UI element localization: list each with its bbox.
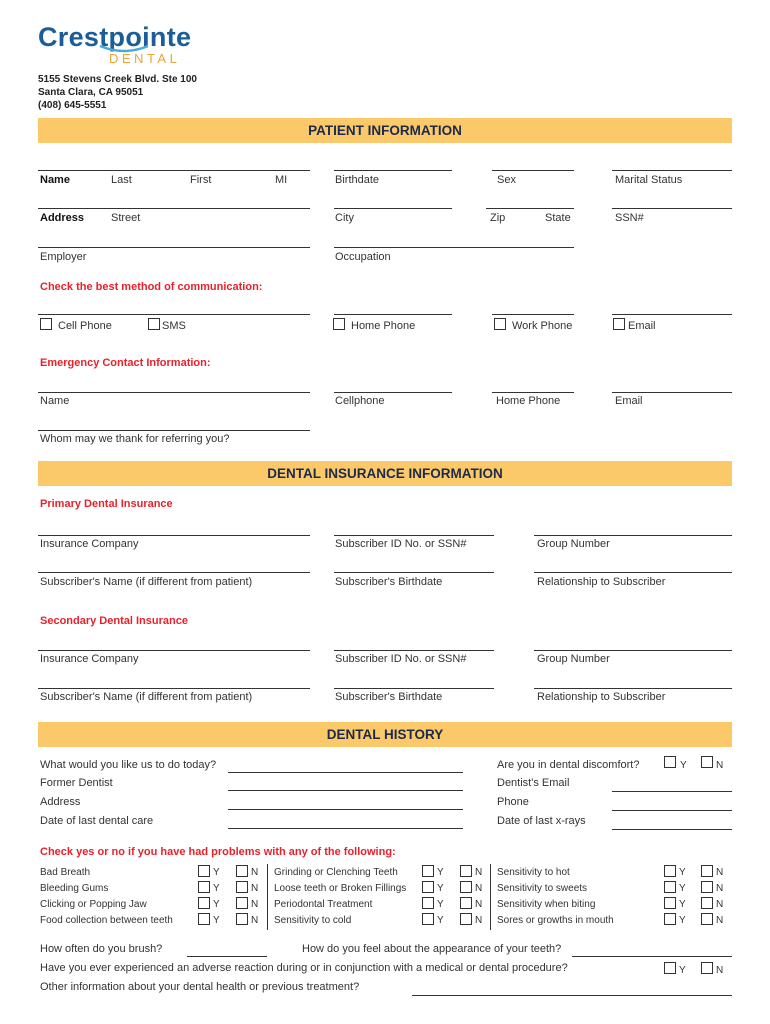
home-phone-label: Home Phone: [351, 320, 416, 332]
problem-clicking-jaw: Clicking or Popping Jaw: [40, 899, 147, 910]
home-phone-checkbox[interactable]: [333, 318, 345, 330]
c1r1-no-checkbox[interactable]: [236, 865, 248, 877]
primary-company-label: Insurance Company: [40, 538, 139, 550]
c3r3-yes-checkbox[interactable]: [664, 897, 676, 909]
c2r2-yes-label: Y: [437, 883, 444, 894]
other-info-label: Other information about your dental health or previous treatment?: [40, 981, 360, 993]
c1r1-yes-checkbox[interactable]: [198, 865, 210, 877]
secondary-subscriber-bd-label: Subscriber's Birthdate: [335, 691, 443, 703]
street-label: Street: [111, 212, 141, 224]
c3r2-no-label: N: [716, 883, 724, 894]
appearance-label: How do you feel about the appearance of your teeth?: [302, 943, 562, 955]
c2r3-no-label: N: [475, 899, 483, 910]
primary-subscriber-id-field[interactable]: [334, 535, 494, 536]
comm-line-4: [612, 314, 732, 315]
email-checkbox[interactable]: [613, 318, 625, 330]
c2r2-yes-checkbox[interactable]: [422, 881, 434, 893]
secondary-relationship-field[interactable]: [534, 688, 732, 689]
c2r4-no-label: N: [475, 915, 483, 926]
c2r4-yes-checkbox[interactable]: [422, 913, 434, 925]
city-label: City: [335, 212, 354, 224]
referral-field[interactable]: [38, 430, 310, 431]
comm-line-3: [492, 314, 574, 315]
other-info-field[interactable]: [412, 995, 732, 996]
secondary-subscriber-name-label: Subscriber's Name (if different from patient): [40, 691, 253, 703]
problem-bad-breath: Bad Breath: [40, 867, 91, 878]
c3r4-yes-checkbox[interactable]: [664, 913, 676, 925]
secondary-subscriber-name-field[interactable]: [38, 688, 310, 689]
secondary-subscriber-id-label: Subscriber ID No. or SSN#: [335, 653, 467, 665]
xrays-field[interactable]: [612, 829, 732, 830]
address-line-1: 5155 Stevens Creek Blvd. Ste 100: [38, 74, 197, 85]
adverse-yes-label: Y: [679, 965, 686, 976]
ssn-field[interactable]: [612, 208, 732, 209]
primary-relationship-field[interactable]: [534, 572, 732, 573]
primary-group-label: Group Number: [537, 538, 610, 550]
cell-phone-label: Cell Phone: [58, 320, 112, 332]
appearance-field[interactable]: [572, 956, 732, 957]
logo-smile-icon: [98, 44, 150, 54]
c1r3-yes-checkbox[interactable]: [198, 897, 210, 909]
history-address-label: Address: [40, 796, 81, 808]
emergency-email-field[interactable]: [612, 392, 732, 393]
employer-field[interactable]: [38, 247, 310, 248]
marital-status-field[interactable]: [612, 170, 732, 171]
section-title-insurance: DENTAL INSURANCE INFORMATION: [267, 466, 503, 481]
c1r4-yes-label: Y: [213, 915, 220, 926]
c3r1-yes-label: Y: [679, 867, 686, 878]
problem-bleeding-gums: Bleeding Gums: [40, 883, 109, 894]
brush-field[interactable]: [187, 956, 267, 957]
section-bar-history: [38, 722, 732, 747]
problems-heading: Check yes or no if you have had problems with any of the following:: [40, 846, 396, 858]
first-label: First: [190, 174, 212, 186]
referral-label: Whom may we thank for referring you?: [40, 433, 230, 445]
dentist-email-label: Dentist's Email: [497, 777, 570, 789]
mi-label: MI: [275, 174, 288, 186]
c1r2-no-checkbox[interactable]: [236, 881, 248, 893]
city-field[interactable]: [334, 208, 452, 209]
emergency-heading: Emergency Contact Information:: [40, 357, 211, 369]
emergency-cellphone-field[interactable]: [334, 392, 452, 393]
problem-loose-teeth: Loose teeth or Broken Fillings: [274, 883, 407, 894]
emergency-home-phone-label: Home Phone: [496, 395, 561, 407]
c1r2-yes-checkbox[interactable]: [198, 881, 210, 893]
birthdate-field[interactable]: [334, 170, 452, 171]
c1r1-yes-label: Y: [213, 867, 220, 878]
secondary-subscriber-bd-field[interactable]: [334, 688, 494, 689]
c3r2-yes-checkbox[interactable]: [664, 881, 676, 893]
sms-label: SMS: [162, 320, 186, 332]
c2r2-no-checkbox[interactable]: [460, 881, 472, 893]
emergency-email-label: Email: [615, 395, 643, 407]
comm-line-2: [334, 314, 452, 315]
c1r4-yes-checkbox[interactable]: [198, 913, 210, 925]
discomfort-no-label: N: [716, 760, 724, 771]
c2r1-yes-label: Y: [437, 867, 444, 878]
secondary-company-field[interactable]: [38, 650, 310, 651]
employer-label: Employer: [40, 251, 87, 263]
c2r4-no-checkbox[interactable]: [460, 913, 472, 925]
emergency-name-label: Name: [40, 395, 70, 407]
history-phone-field[interactable]: [612, 810, 732, 811]
primary-subscriber-name-field[interactable]: [38, 572, 310, 573]
section-title-history: DENTAL HISTORY: [326, 727, 444, 742]
c3r1-yes-checkbox[interactable]: [664, 865, 676, 877]
dentist-email-field[interactable]: [612, 791, 732, 792]
section-bar-patient: [38, 118, 732, 143]
problem-food-collection: Food collection between teeth: [40, 915, 173, 926]
last-care-field[interactable]: [228, 828, 463, 829]
secondary-group-field[interactable]: [534, 650, 732, 651]
c3r2-yes-label: Y: [679, 883, 686, 894]
marital-status-label: Marital Status: [615, 174, 683, 186]
sex-label: Sex: [497, 174, 516, 186]
primary-company-field[interactable]: [38, 535, 310, 536]
primary-subscriber-bd-label: Subscriber's Birthdate: [335, 576, 443, 588]
today-field[interactable]: [228, 772, 463, 773]
address-line-2: Santa Clara, CA 95051: [38, 87, 144, 98]
emergency-name-field[interactable]: [38, 392, 310, 393]
emergency-home-phone-field[interactable]: [492, 392, 574, 393]
c2r2-no-label: N: [475, 883, 483, 894]
problem-sensitivity-sweets: Sensitivity to sweets: [497, 883, 588, 894]
problem-sensitivity-cold: Sensitivity to cold: [274, 915, 352, 926]
state-label: State: [545, 212, 571, 224]
former-dentist-field[interactable]: [228, 790, 463, 791]
cell-phone-checkbox[interactable]: [40, 318, 52, 330]
c1r4-no-label: N: [251, 915, 259, 926]
c3r1-no-label: N: [716, 867, 724, 878]
secondary-relationship-label: Relationship to Subscriber: [537, 691, 666, 703]
history-address-field[interactable]: [228, 809, 463, 810]
primary-subscriber-name-label: Subscriber's Name (if different from patient): [40, 576, 253, 588]
work-phone-label: Work Phone: [512, 320, 573, 332]
c1r1-no-label: N: [251, 867, 259, 878]
c3r4-no-checkbox[interactable]: [701, 913, 713, 925]
c2r1-yes-checkbox[interactable]: [422, 865, 434, 877]
discomfort-yes-checkbox[interactable]: [664, 756, 676, 768]
c3r3-no-checkbox[interactable]: [701, 897, 713, 909]
primary-subscriber-id-label: Subscriber ID No. or SSN#: [335, 538, 467, 550]
c3r2-no-checkbox[interactable]: [701, 881, 713, 893]
history-phone-label: Phone: [497, 796, 529, 808]
discomfort-no-checkbox[interactable]: [701, 756, 713, 768]
c1r3-no-checkbox[interactable]: [236, 897, 248, 909]
problem-sensitivity-biting: Sensitivity when biting: [497, 899, 596, 910]
occupation-field[interactable]: [334, 247, 574, 248]
logo-wordmark: Crestpointe: [38, 22, 192, 52]
c1r4-no-checkbox[interactable]: [236, 913, 248, 925]
secondary-subscriber-id-field[interactable]: [334, 650, 494, 651]
birthdate-label: Birthdate: [335, 174, 380, 186]
communication-heading: Check the best method of communication:: [40, 281, 263, 293]
c2r1-no-checkbox[interactable]: [460, 865, 472, 877]
discomfort-yes-label: Y: [680, 760, 687, 771]
occupation-label: Occupation: [335, 251, 391, 263]
discomfort-label: Are you in dental discomfort?: [497, 759, 640, 771]
c1r2-no-label: N: [251, 883, 259, 894]
email-label: Email: [628, 320, 656, 332]
c2r3-yes-checkbox[interactable]: [422, 897, 434, 909]
c1r3-no-label: N: [251, 899, 259, 910]
address-label: Address: [40, 212, 85, 224]
ssn-label: SSN#: [615, 212, 644, 224]
zip-state-field[interactable]: [486, 208, 574, 209]
c2r1-no-label: N: [475, 867, 483, 878]
former-dentist-label: Former Dentist: [40, 777, 113, 789]
sms-checkbox[interactable]: [148, 318, 160, 330]
emergency-cellphone-label: Cellphone: [335, 395, 385, 407]
c2r3-no-checkbox[interactable]: [460, 897, 472, 909]
adverse-yes-checkbox[interactable]: [664, 962, 676, 974]
zip-label: Zip: [490, 212, 506, 224]
grid-divider-2: [490, 864, 491, 930]
problem-periodontal: Periodontal Treatment: [274, 899, 373, 910]
section-title-patient: PATIENT INFORMATION: [308, 123, 462, 138]
problem-grinding: Grinding or Clenching Teeth: [274, 867, 398, 878]
c1r3-yes-label: Y: [213, 899, 220, 910]
last-care-label: Date of last dental care: [40, 815, 154, 827]
work-phone-checkbox[interactable]: [494, 318, 506, 330]
logo-subtitle: DENTAL: [109, 51, 181, 66]
secondary-company-label: Insurance Company: [40, 653, 139, 665]
brush-label: How often do you brush?: [40, 943, 163, 955]
name-field[interactable]: [38, 170, 310, 171]
c3r3-no-label: N: [716, 899, 724, 910]
address-field[interactable]: [38, 208, 310, 209]
c3r1-no-checkbox[interactable]: [701, 865, 713, 877]
adverse-no-checkbox[interactable]: [701, 962, 713, 974]
phone-number: (408) 645-5551: [38, 100, 107, 111]
adverse-no-label: N: [716, 965, 724, 976]
primary-insurance-heading: Primary Dental Insurance: [40, 498, 173, 510]
xrays-label: Date of last x-rays: [497, 815, 586, 827]
last-label: Last: [111, 174, 132, 186]
primary-relationship-label: Relationship to Subscriber: [537, 576, 666, 588]
primary-subscriber-bd-field[interactable]: [334, 572, 494, 573]
c2r4-yes-label: Y: [437, 915, 444, 926]
secondary-insurance-heading: Secondary Dental Insurance: [40, 615, 188, 627]
primary-group-field[interactable]: [534, 535, 732, 536]
section-bar-insurance: [38, 461, 732, 486]
c1r2-yes-label: Y: [213, 883, 220, 894]
name-label: Name: [40, 174, 70, 186]
problem-sores: Sores or growths in mouth: [497, 915, 614, 926]
sex-field[interactable]: [492, 170, 574, 171]
secondary-group-label: Group Number: [537, 653, 610, 665]
problem-sensitivity-hot: Sensitivity to hot: [497, 867, 570, 878]
today-label: What would you like us to do today?: [40, 759, 217, 771]
grid-divider-1: [267, 864, 268, 930]
c3r3-yes-label: Y: [679, 899, 686, 910]
adverse-label: Have you ever experienced an adverse reaction during or in conjunction with a medical or dental procedure?: [40, 962, 568, 974]
c3r4-no-label: N: [716, 915, 724, 926]
c2r3-yes-label: Y: [437, 899, 444, 910]
c3r4-yes-label: Y: [679, 915, 686, 926]
comm-line-1: [38, 314, 310, 315]
